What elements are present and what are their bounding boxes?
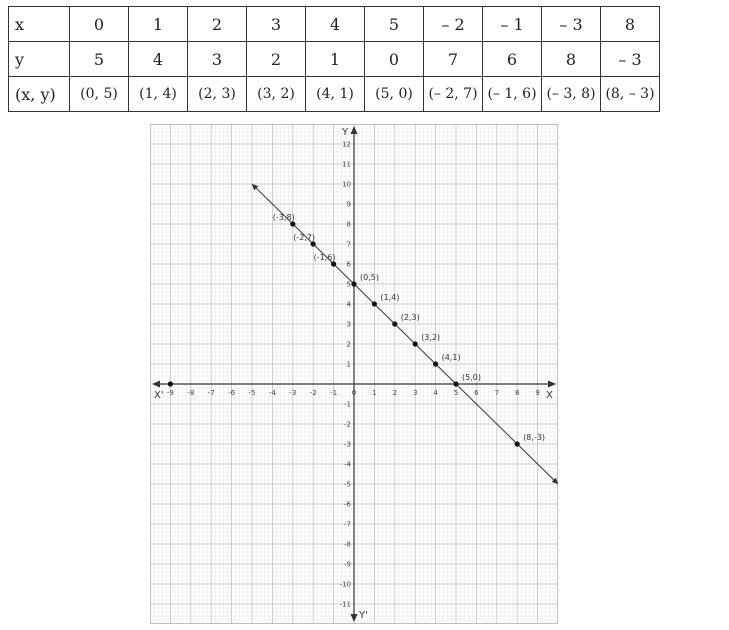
x-tick-label: -8 — [187, 389, 195, 397]
table-cell: 8 — [601, 7, 660, 42]
y-tick-label: 12 — [342, 140, 351, 149]
table-cell: 1 — [306, 42, 365, 77]
table-cell: 4 — [129, 42, 188, 77]
table-cell: (– 3, 8) — [542, 77, 601, 112]
point-label: (4,1) — [441, 353, 461, 362]
table-cell: – 3 — [542, 7, 601, 42]
data-point — [168, 381, 173, 386]
y-tick-label: 11 — [342, 160, 351, 169]
point-label: (-3,8) — [272, 213, 295, 222]
data-point — [372, 301, 377, 306]
point-label: (0,5) — [360, 273, 379, 282]
table-row-pairs — [9, 77, 660, 112]
x-axis-arrow-right — [548, 381, 556, 388]
x-tick-label: -4 — [268, 389, 276, 397]
point-label: (5,0) — [462, 373, 481, 382]
table-cell: (5, 0) — [365, 77, 424, 112]
x-tick-label: -2 — [309, 389, 317, 397]
table-cell: 0 — [70, 7, 129, 42]
data-point — [433, 361, 438, 366]
table-row-y — [9, 42, 660, 77]
x-tick-label: 6 — [474, 389, 479, 397]
table-cell: (1, 4) — [129, 77, 188, 112]
y-tick-label: -3 — [344, 440, 351, 449]
y-tick-label: -11 — [339, 600, 351, 609]
y-tick-label: -7 — [344, 520, 351, 529]
table-cell: 2 — [188, 7, 247, 42]
y-tick-label: -9 — [344, 560, 351, 569]
table-cell: 6 — [483, 42, 542, 77]
y-tick-label: 10 — [342, 180, 351, 189]
data-point — [311, 241, 316, 246]
data-point — [453, 381, 458, 386]
x-tick-label: -9 — [166, 389, 174, 397]
table-cell: (8, – 3) — [601, 77, 660, 112]
table-cell: 3 — [188, 42, 247, 77]
y-axis-arrow-top — [351, 126, 358, 134]
x-axis-arrow-left — [152, 381, 160, 388]
y-tick-label: -5 — [344, 480, 351, 489]
data-point — [351, 281, 356, 286]
x-tick-label: 5 — [453, 389, 459, 397]
y-tick-label: 1 — [346, 360, 351, 369]
table-cell: (– 1, 6) — [483, 77, 542, 112]
y-axis-negative-label: Y' — [359, 610, 368, 621]
point-label: (1,4) — [380, 293, 400, 302]
x-tick-label: 2 — [392, 389, 398, 397]
table-cell: 7 — [424, 42, 483, 77]
x-tick-label: -1 — [330, 389, 338, 397]
table-cell: – 3 — [601, 42, 660, 77]
table-cell: 2 — [247, 42, 306, 77]
x-tick-label: 8 — [514, 389, 520, 397]
y-tick-label: 4 — [346, 300, 351, 309]
table-cell: 0 — [365, 42, 424, 77]
data-point — [413, 341, 418, 346]
data-point — [331, 261, 336, 266]
y-tick-label: 2 — [346, 340, 351, 349]
x-tick-label: -3 — [289, 389, 297, 397]
row-header-pairs: (x, y) — [9, 77, 70, 112]
y-tick-label: -10 — [339, 580, 351, 589]
table-cell: 3 — [247, 7, 306, 42]
x-tick-label: 7 — [494, 389, 500, 397]
y-tick-label: -6 — [344, 500, 351, 509]
x-axis-label: X — [546, 390, 553, 401]
row-header-y: y — [9, 42, 70, 77]
table-cell: (– 2, 7) — [424, 77, 483, 112]
line-series — [252, 184, 558, 484]
table-cell: – 2 — [424, 7, 483, 42]
table-cell: (4, 1) — [306, 77, 365, 112]
point-label: (8,-3) — [523, 433, 546, 442]
table-cell: (2, 3) — [188, 77, 247, 112]
point-label: (-1,6) — [313, 253, 336, 262]
table-cell: 5 — [365, 7, 424, 42]
y-tick-label: 9 — [346, 200, 351, 209]
y-tick-label: -2 — [344, 420, 351, 429]
x-tick-label: 4 — [433, 389, 438, 397]
table-cell: – 1 — [483, 7, 542, 42]
y-tick-label: 6 — [346, 260, 351, 269]
x-tick-label: 1 — [372, 389, 377, 397]
line-x-plus-y-eq-5 — [252, 184, 558, 484]
table-cell: 8 — [542, 42, 601, 77]
x-tick-label: -6 — [228, 389, 236, 397]
table-cell: (3, 2) — [247, 77, 306, 112]
data-point — [392, 321, 397, 326]
y-tick-label: -8 — [344, 540, 351, 549]
y-axis-label: Y — [342, 127, 349, 138]
y-tick-label: -1 — [344, 400, 351, 409]
x-axis-negative-label: X' — [154, 390, 164, 401]
y-axis-arrow-bottom — [351, 614, 358, 622]
values-table — [8, 6, 660, 112]
y-tick-label: -4 — [344, 460, 351, 469]
table-cell: 5 — [70, 42, 129, 77]
y-tick-label: 8 — [346, 220, 351, 229]
point-label: (2,3) — [400, 313, 420, 322]
table-cell: 4 — [306, 7, 365, 42]
y-tick-label: 7 — [346, 240, 351, 249]
data-point — [290, 221, 295, 226]
x-tick-label: 9 — [535, 389, 540, 397]
axes — [152, 126, 556, 622]
table-cell: (0, 5) — [70, 77, 129, 112]
x-tick-label: -7 — [207, 389, 215, 397]
x-tick-label: 0 — [351, 389, 357, 397]
y-tick-label: 3 — [346, 320, 351, 329]
point-label: (-2,7) — [293, 233, 316, 242]
data-point — [515, 441, 520, 446]
point-label: (3,2) — [421, 333, 441, 342]
x-tick-label: 3 — [412, 389, 418, 397]
graph-plot — [150, 124, 558, 624]
x-tick-label: -5 — [248, 389, 256, 397]
y-tick-label: 5 — [346, 280, 351, 289]
table-cell: 1 — [129, 7, 188, 42]
table-row-x — [9, 7, 660, 42]
row-header-x: x — [9, 7, 70, 42]
